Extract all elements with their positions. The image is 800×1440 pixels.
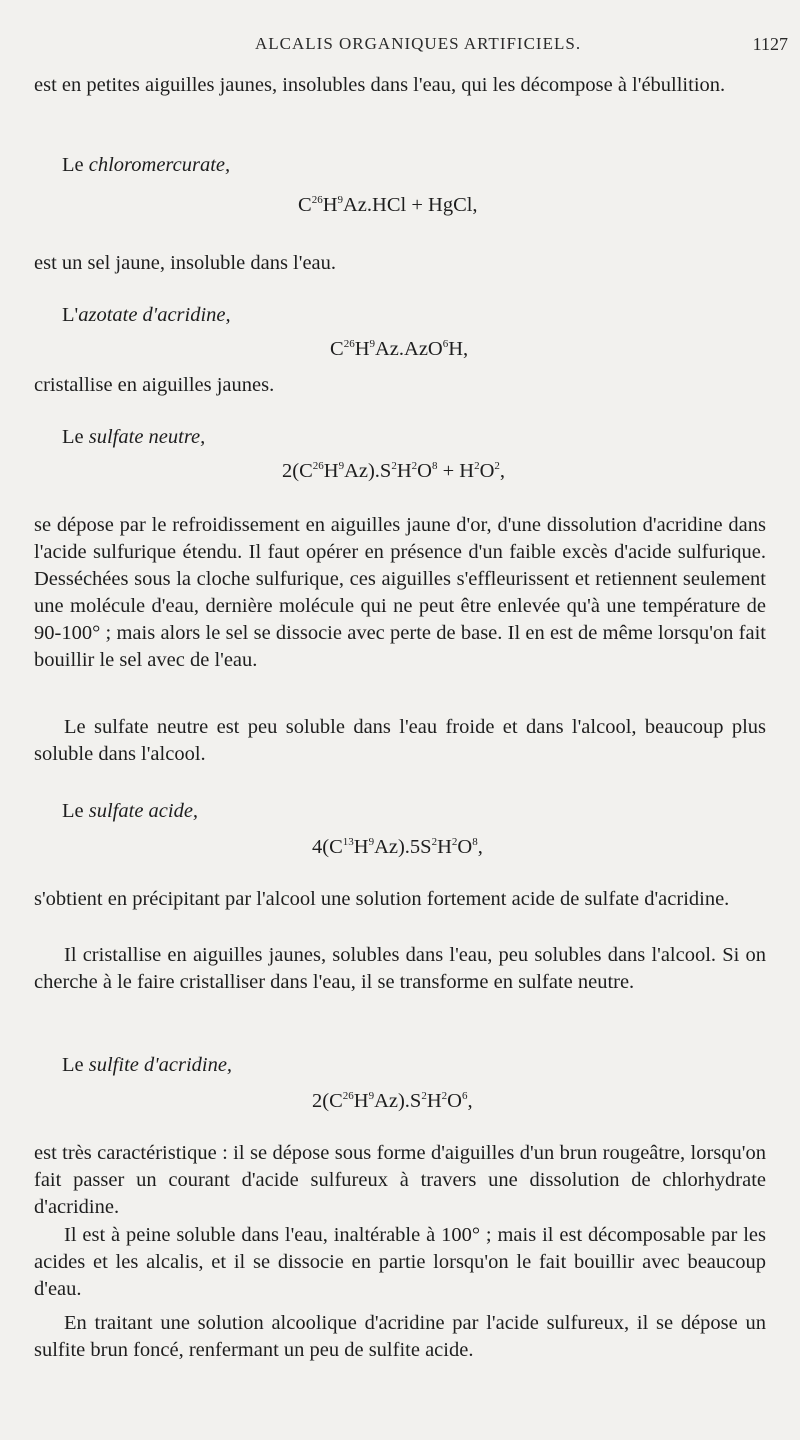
paragraph-intro: est en petites aiguilles jaunes, insolubles dans l'eau, qui les décompose à l'ébullition. bbox=[34, 74, 726, 96]
formula-sulfate-neutre: $2(C^{26}H^9Az).S^2H^2O^8 + H^2O^2$, bbox=[282, 460, 506, 482]
paragraph-sulfate-acide-crystallization: Il cristallise en aiguilles jaunes, solubles dans l'eau, peu solubles dans l'alcool. Si on cherche à le faire cristalliser dans l'eau, il se transforme en sulfate neutre. bbox=[34, 944, 766, 993]
heading-chloromercurate: Le chloromercurate, bbox=[62, 154, 231, 176]
paragraph-sulfate-acide: s'obtient en précipitant par l'alcool une solution fortement acide de sulfate d'acridine. bbox=[34, 888, 730, 910]
paragraph-sulfate-neutre-solubility: Le sulfate neutre est peu soluble dans l'eau froide et dans l'alcool, beaucoup plus soluble dans l'alcool. bbox=[34, 716, 766, 765]
formula-azotate: $C^{26}H^9Az.AzO^6H$, bbox=[330, 338, 469, 360]
formula-sulfate-acide: $4(C^{13}H^9Az).5S^2H^2O^8$, bbox=[312, 836, 483, 858]
heading-azotate: L'azotate d'acridine, bbox=[62, 304, 231, 326]
page-header bbox=[0, 34, 800, 58]
paragraph-chloromercurate: est un sel jaune, insoluble dans l'eau. bbox=[34, 252, 337, 274]
page-number: 1127 bbox=[752, 34, 788, 54]
formula-sulfite: $2(C^{26}H^9Az).S^2H^2O^6$, bbox=[312, 1090, 473, 1112]
paragraph-sulfite-solubility: Il est à peine soluble dans l'eau, inaltérable à 100° ; mais il est décomposable par les acides et les alcalis, et il se dissocie en partie lorsqu'on le fait bouillir avec beaucoup d'eau. bbox=[34, 1224, 766, 1300]
formula-chloromercurate: $C^{26}H^9Az.HCl$ + HgCl, bbox=[298, 194, 478, 216]
paragraph-sulfite-alcohol: En traitant une solution alcoolique d'acridine par l'acide sulfureux, il se dépose un sulfite brun foncé, renfermant un peu de sulfite acide. bbox=[34, 1312, 766, 1361]
paragraph-azotate: cristallise en aiguilles jaunes. bbox=[34, 374, 275, 396]
heading-sulfite: Le sulfite d'acridine, bbox=[62, 1054, 233, 1076]
paragraph-sulfate-neutre: se dépose par le refroidissement en aiguilles jaune d'or, d'une dissolution d'acridine dans l'acide sulfurique étendu. Il faut opérer en présence d'un faible excès d'acide sulfurique. Desséchées sous la cloche sulfurique, ces aiguilles s'effleurissent et retiennent seulement une molécule d'eau, dernière molécule qui ne peut être enlevée qu'à une température de 90-100° ; mais alors le sel se dissocie avec perte de base. Il en est de même lorsqu'on fait bouillir le sel avec de l'eau. bbox=[34, 514, 766, 671]
paragraph-sulfite: est très caractéristique : il se dépose sous forme d'aiguilles d'un brun rougeâtre, lorsqu'on fait passer un courant d'acide sulfureux à travers une dissolution de chlorhydrate d'acridine. bbox=[34, 1142, 766, 1218]
running-title: ALCALIS ORGANIQUES ARTIFICIELS. bbox=[255, 34, 582, 53]
heading-sulfate-neutre: Le sulfate neutre, bbox=[62, 426, 206, 448]
heading-sulfate-acide: Le sulfate acide, bbox=[62, 800, 199, 822]
